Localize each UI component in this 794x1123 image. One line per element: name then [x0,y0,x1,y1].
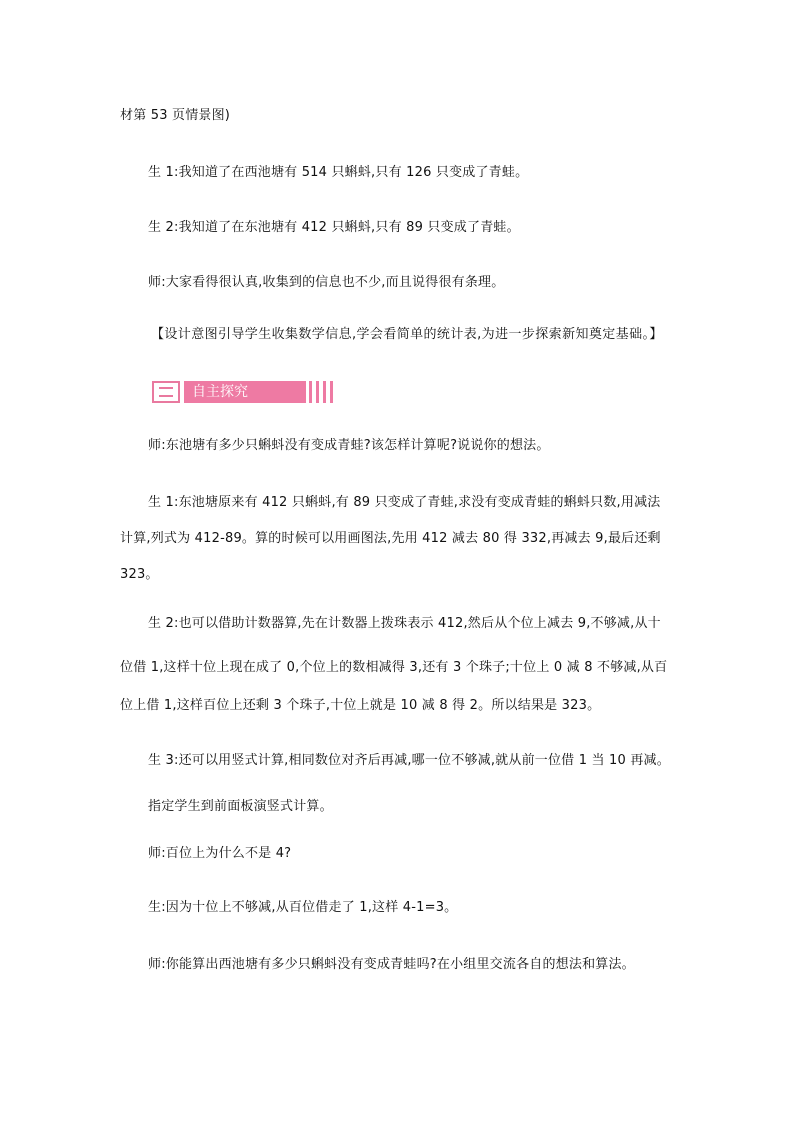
paragraph-teacher-praise: 师:大家看得很认真,收集到的信息也不少,而且说得很有条理。 [148,275,505,290]
paragraph-board-demo: 指定学生到前面板演竖式计算。 [148,799,333,814]
paragraph-student1-west: 生 1:我知道了在西池塘有 514 只蝌蚪,只有 126 只变成了青蛙。 [148,165,529,180]
paragraph-student3-method: 生 3:还可以用竖式计算,相同数位对齐后再减,哪一位不够减,就从前一位借 1 当 10 再减。 [148,753,670,768]
paragraph-student1-method-line3: 323。 [120,567,159,582]
paragraph-student2-east: 生 2:我知道了在东池塘有 412 只蝌蚪,只有 89 只变成了青蛙。 [148,220,520,235]
paragraph-figure-caption: 材第 53 页情景图) [120,108,231,123]
paragraph-teacher-hundreds: 师:百位上为什么不是 4? [148,846,292,861]
paragraph-student-answer: 生:因为十位上不够减,从百位借走了 1,这样 4-1=3。 [148,900,458,915]
section-banner-stripes [309,381,333,403]
section-number-box [152,381,180,403]
paragraph-design-intent: 【设计意图引导学生收集数学信息,学会看简单的统计表,为进一步探索新知奠定基础。】 [151,327,663,342]
paragraph-teacher-question: 师:东池塘有多少只蝌蚪没有变成青蛙?该怎样计算呢?说说你的想法。 [148,438,550,453]
paragraph-student1-method-line1: 生 1:东池塘原来有 412 只蝌蚪,有 89 只变成了青蛙,求没有变成青蛙的蝌蚪只数,用减法 [148,495,661,510]
section-title: 自主探究 [184,381,306,403]
section-banner [152,381,332,403]
paragraph-student1-method-line2: 计算,列式为 412-89。算的时候可以用画图法,先用 412 减去 80 得 332,再减去 9,最后还剩 [120,531,661,546]
paragraph-teacher-west-question: 师:你能算出西池塘有多少只蝌蚪没有变成青蛙吗?在小组里交流各自的想法和算法。 [148,957,635,972]
section-number-glyph [159,387,173,397]
paragraph-student2-method-line3: 位上借 1,这样百位上还剩 3 个珠子,十位上就是 10 减 8 得 2。所以结果是 323。 [120,698,601,713]
paragraph-student2-method-line2: 位借 1,这样十位上现在成了 0,个位上的数相减得 3,还有 3 个珠子;十位上 0 减 8 不够减,从百 [120,660,668,675]
paragraph-student2-method-line1: 生 2:也可以借助计数器算,先在计数器上拨珠表示 412,然后从个位上减去 9,不够减,从十 [148,616,661,631]
